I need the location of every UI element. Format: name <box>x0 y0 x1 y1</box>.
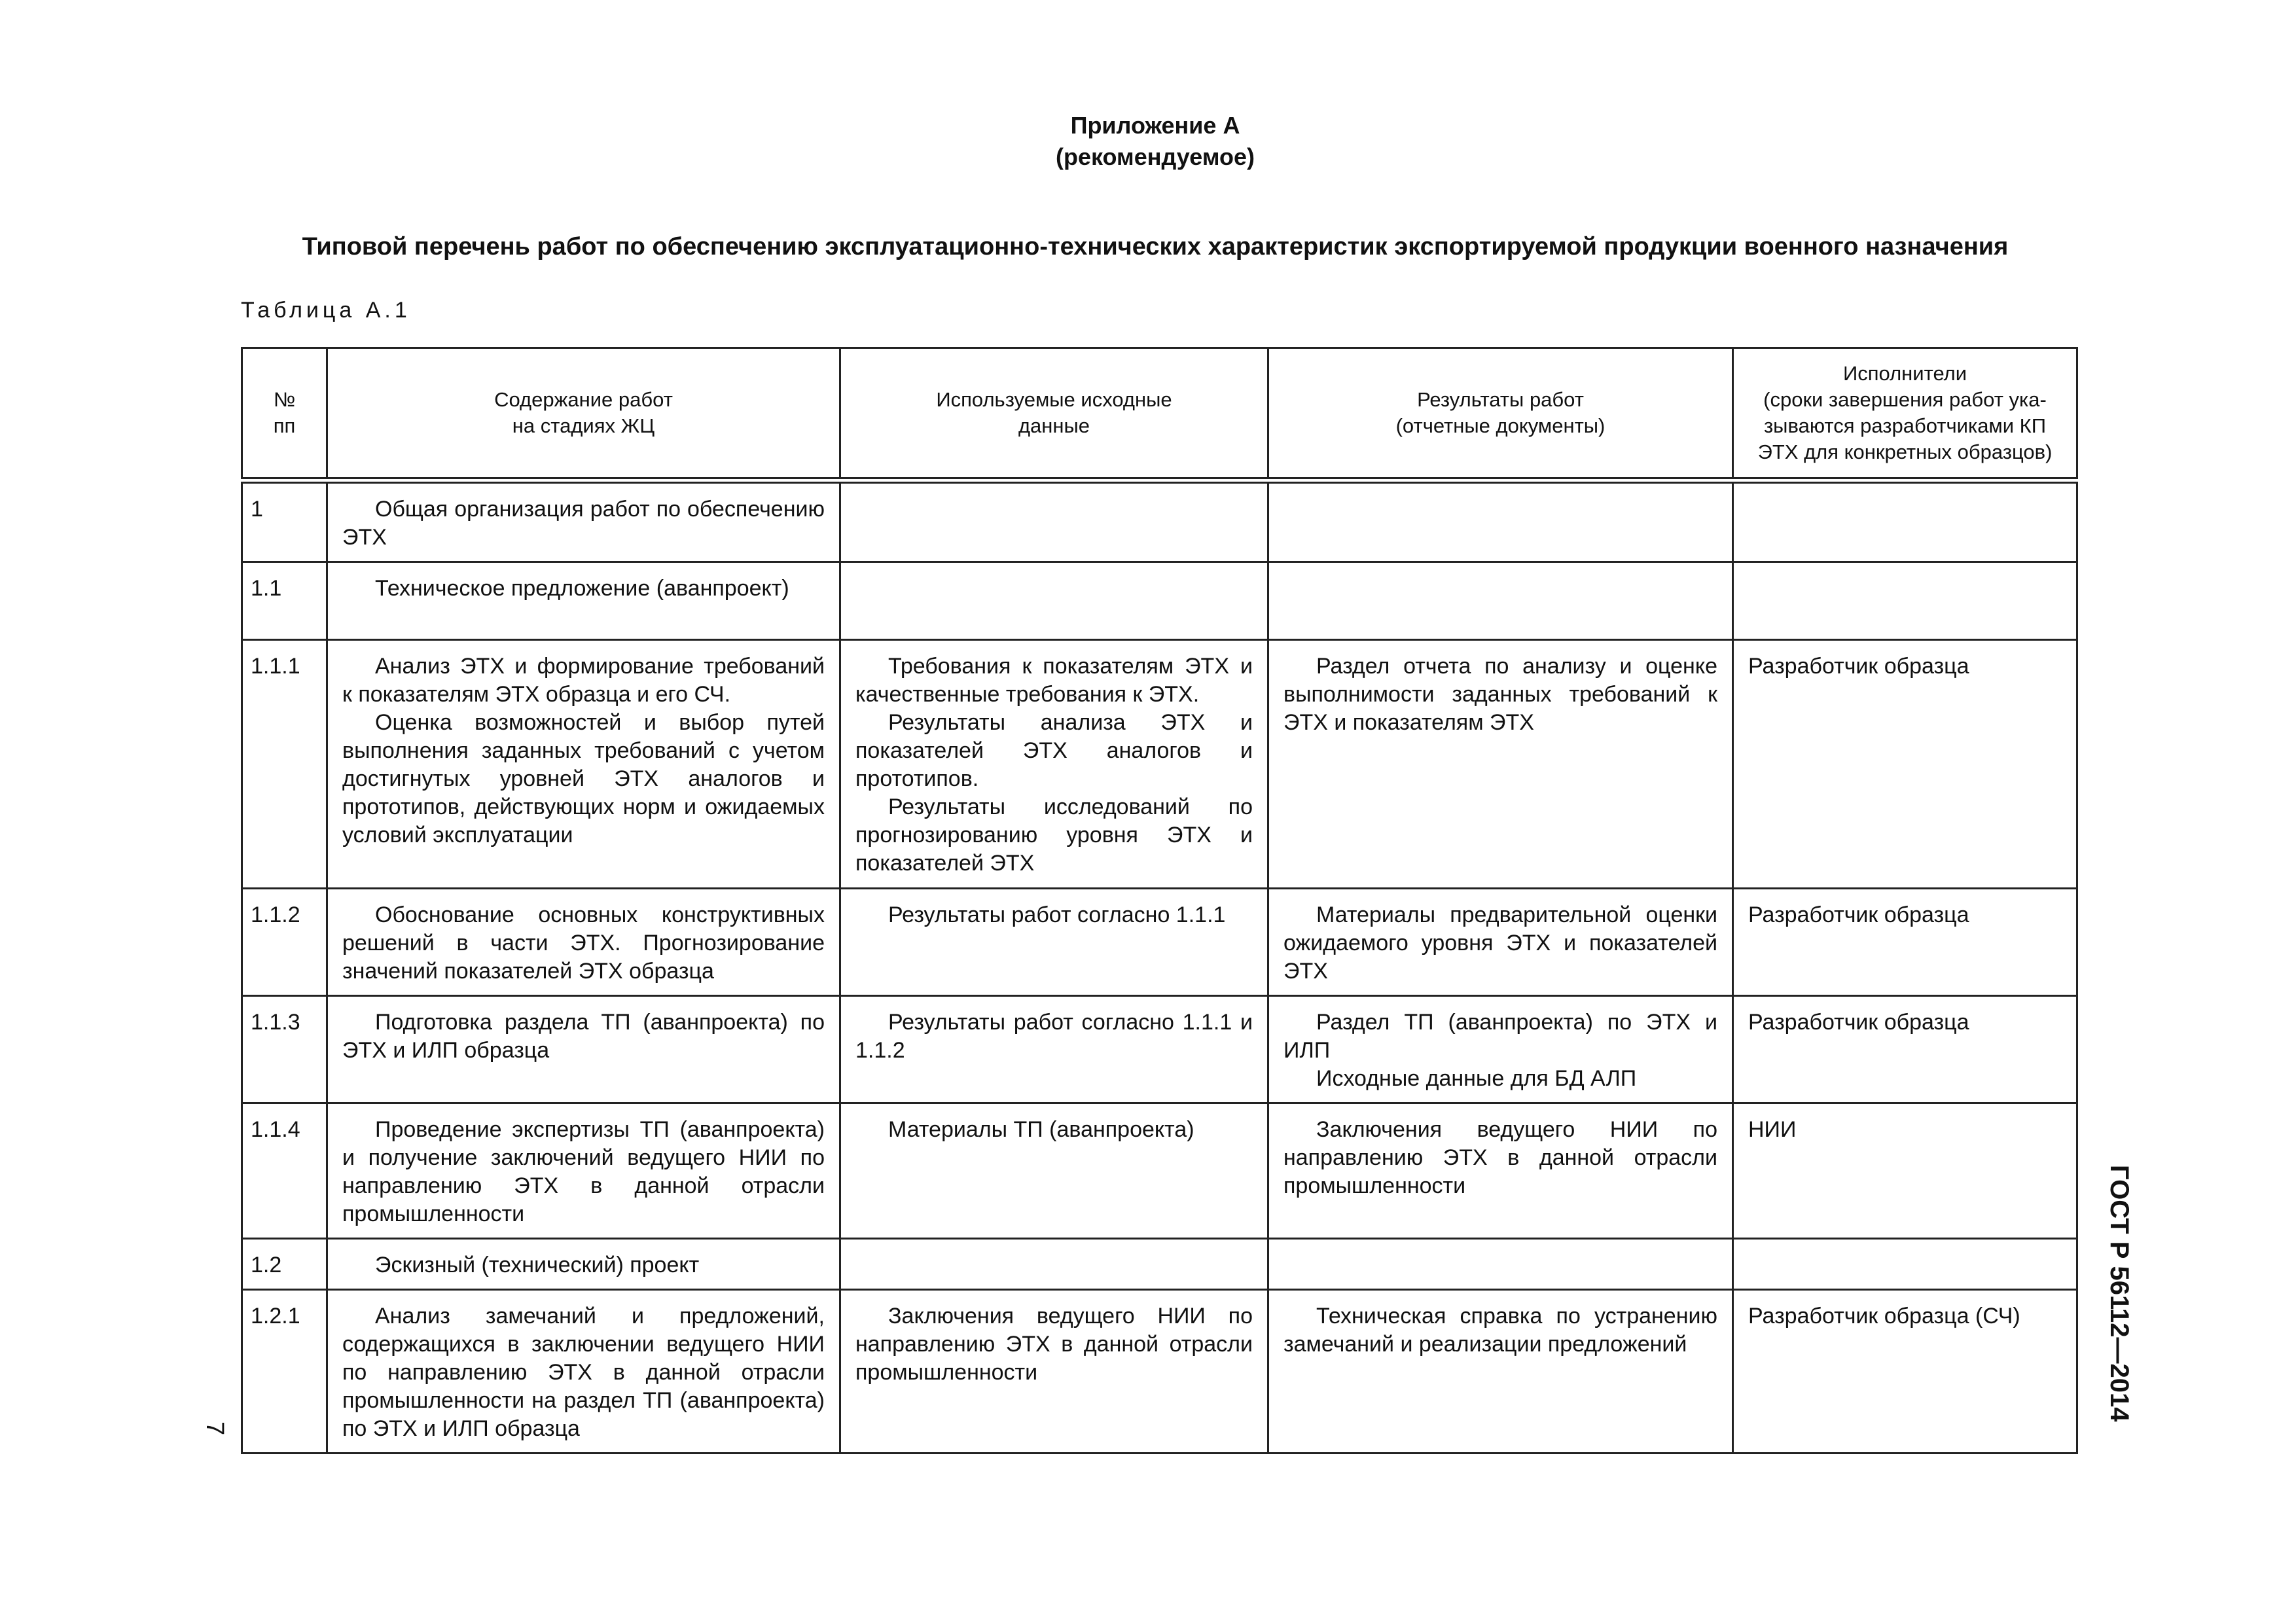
table-row <box>242 889 2077 996</box>
row-executor <box>1733 1239 2077 1290</box>
works-table <box>241 347 2078 1454</box>
row-content: Эскизный (технический) проект <box>327 1239 840 1290</box>
row-results: Материалы предварительной оценки ожидаемого уровня ЭТХ и показателей ЭТХ <box>1268 889 1733 996</box>
row-inputs: Требования к показателям ЭТХ и качественные требования к ЭТХ. Результаты анализа ЭТХ и показателей ЭТХ аналогов и прототипов. Результаты исследований по прогнозированию уровня ЭТХ и показателей ЭТХ <box>840 640 1268 889</box>
table-row <box>242 1103 2077 1239</box>
table-row <box>242 480 2077 562</box>
row-executor <box>1733 562 2077 640</box>
row-content: Техническое предложение (аванпроект) <box>327 562 840 640</box>
row-executor: НИИ <box>1733 1103 2077 1239</box>
row-inputs: Результаты работ согласно 1.1.1 и 1.1.2 <box>840 996 1268 1103</box>
row-content: Подготовка раздела ТП (аванпроекта) по ЭТХ и ИЛП образца <box>327 996 840 1103</box>
row-results: Техническая справка по устранению замечаний и реализации предложений <box>1268 1290 1733 1454</box>
row-content: Анализ ЭТХ и формирование требований к показателям ЭТХ образца и его СЧ. Оценка возможностей и выбор путей выполнения заданных требований с учетом достигнутых уровней ЭТХ аналогов и прототипов, действующих норм и ожидаемых условий эксплуатации <box>327 640 840 889</box>
row-executor: Разработчик образца <box>1733 996 2077 1103</box>
table-body <box>242 480 2077 1454</box>
row-content: Общая организация работ по обеспечению ЭТХ <box>327 480 840 562</box>
row-inputs: Материалы ТП (аванпроекта) <box>840 1103 1268 1239</box>
row-number: 1 <box>242 480 327 562</box>
table-row <box>242 1290 2077 1454</box>
row-executor <box>1733 480 2077 562</box>
header-row <box>242 348 2077 481</box>
row-executor: Разработчик образца (СЧ) <box>1733 1290 2077 1454</box>
header-inputs: Используемые исходные данные <box>840 348 1268 481</box>
row-executor: Разработчик образца <box>1733 889 2077 996</box>
table-header <box>242 348 2077 481</box>
row-inputs <box>840 480 1268 562</box>
header-number: № пп <box>242 348 327 481</box>
row-executor: Разработчик образца <box>1733 640 2077 889</box>
row-results: Раздел отчета по анализу и оценке выполнимости заданных требований к ЭТХ и показателям ЭТХ <box>1268 640 1733 889</box>
row-number: 1.1.1 <box>242 640 327 889</box>
row-number: 1.1 <box>242 562 327 640</box>
row-number: 1.1.2 <box>242 889 327 996</box>
table-row <box>242 640 2077 889</box>
row-number: 1.2 <box>242 1239 327 1290</box>
row-content: Анализ замечаний и предложений, содержащихся в заключении ведущего НИИ по направлению ЭТХ в данной отрасли промышленности на раздел ТП (аванпроекта) по ЭТХ и ИЛП образца <box>327 1290 840 1454</box>
row-results: Раздел ТП (аванпроекта) по ЭТХ и ИЛП Исходные данные для БД АЛП <box>1268 996 1733 1103</box>
row-results <box>1268 1239 1733 1290</box>
appendix-heading <box>0 110 2296 173</box>
table-row <box>242 562 2077 640</box>
table-row <box>242 1239 2077 1290</box>
standard-code: ГОСТ Р 56112—2014 <box>2105 1165 2134 1422</box>
row-results <box>1268 480 1733 562</box>
row-results <box>1268 562 1733 640</box>
row-number: 1.1.3 <box>242 996 327 1103</box>
row-results: Заключения ведущего НИИ по направлению ЭТХ в данной отрасли промышленности <box>1268 1103 1733 1239</box>
appendix-status: (рекомендуемое) <box>1056 143 1255 170</box>
document-title: Типовой перечень работ по обеспечению эксплуатационно-технических характеристик экспортируемой продукции военного назначения <box>302 233 2009 260</box>
row-inputs <box>840 1239 1268 1290</box>
header-content: Содержание работ на стадиях ЖЦ <box>327 348 840 481</box>
table-row <box>242 996 2077 1103</box>
table-caption: Таблица А.1 <box>241 298 411 323</box>
header-executors: Исполнители (сроки завершения работ ука- зываются разработчиками КП ЭТХ для конкретных образцов) <box>1733 348 2077 481</box>
row-number: 1.1.4 <box>242 1103 327 1239</box>
row-content: Обоснование основных конструктивных решений в части ЭТХ. Прогнозирование значений показателей ЭТХ образца <box>327 889 840 996</box>
row-inputs: Заключения ведущего НИИ по направлению ЭТХ в данной отрасли промышленности <box>840 1290 1268 1454</box>
row-content: Проведение экспертизы ТП (аванпроекта) и получение заключений ведущего НИИ по направлению ЭТХ в данной отрасли промышленности <box>327 1103 840 1239</box>
row-number: 1.2.1 <box>242 1290 327 1454</box>
page-number: 7 <box>201 1421 228 1436</box>
row-inputs: Результаты работ согласно 1.1.1 <box>840 889 1268 996</box>
header-results: Результаты работ (отчетные документы) <box>1268 348 1733 481</box>
row-inputs <box>840 562 1268 640</box>
appendix-title: Приложение А <box>1070 112 1240 139</box>
